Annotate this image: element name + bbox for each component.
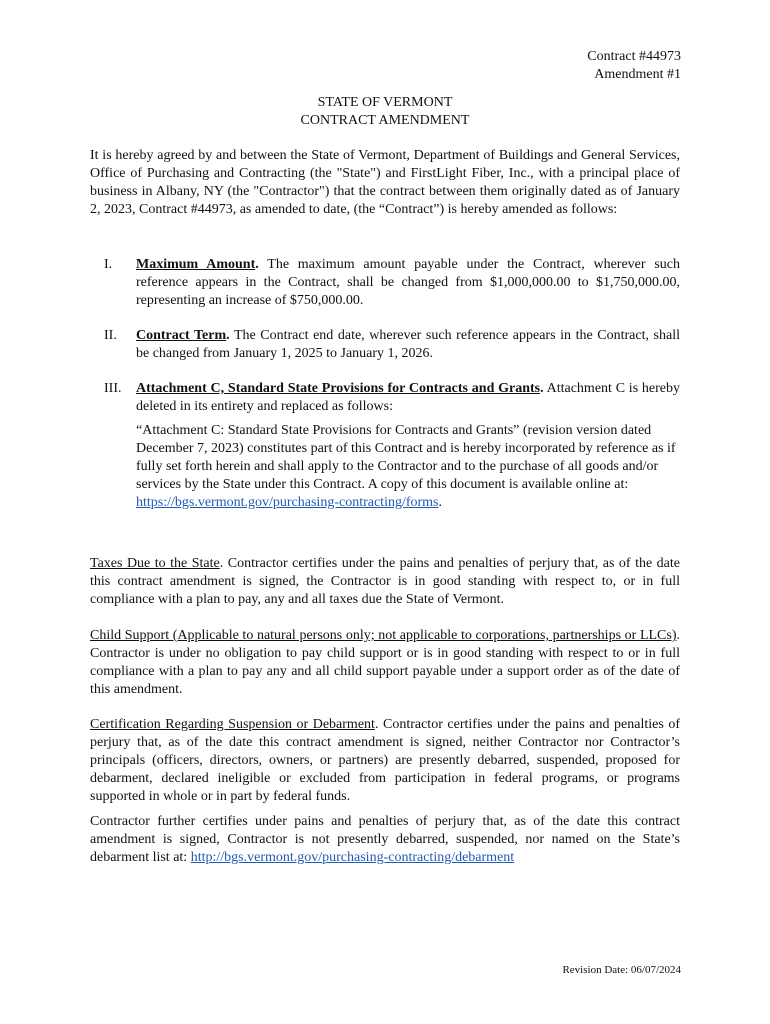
title-line-amendment: CONTRACT AMENDMENT xyxy=(300,113,470,128)
child-support-heading: Child Support (Applicable to natural persons only; not applicable to corporations, partnerships or LLCs) xyxy=(90,628,677,643)
intro-paragraph: It is hereby agreed by and between the State of Vermont, Department of Buildings and General Services, Office of Purchasing and Contracting (the "State") and FirstLight Fiber, Inc., with a principal place of business in Albany, NY (the "Contractor") that the contract between them originally dated as of January 2, 2023, Contract #44973, as amended to date, (the “Contract”) is hereby amended as follows: xyxy=(90,148,680,217)
debarment-text: . Contractor certifies under the pains and penalties of perjury that, as of the date this contract amendment is signed, neither Contractor nor Contractor’s principals (officers, directors, owners, or partners) are presently debarred, suspended, proposed for debarment, declared ineligible or excluded from participation in federal programs, or programs supported in whole or in part by federal funds. xyxy=(90,717,680,804)
debarment-heading: Certification Regarding Suspension or Debarment xyxy=(90,717,375,732)
contract-number: Contract #44973 xyxy=(587,49,681,64)
item-text: The maximum amount payable under the Contract, wherever such reference appears in the Contract, shall be changed from $1,000,000.00 to $1,750,000.00, representing an increase of $750,000.00. xyxy=(136,257,680,308)
contract-header xyxy=(587,48,681,84)
forms-link[interactable]: https://bgs.vermont.gov/purchasing-contracting/forms xyxy=(136,495,439,510)
attachment-c-quote xyxy=(136,422,680,512)
amendment-item-contract-term xyxy=(90,327,680,363)
revision-date: Revision Date: 06/07/2024 xyxy=(562,964,681,976)
item-heading-punct: . xyxy=(255,257,259,272)
item-number: I. xyxy=(104,257,113,272)
amendment-item-maximum-amount xyxy=(90,256,680,310)
item-heading: Attachment C, Standard State Provisions for Contracts and Grants xyxy=(136,381,541,396)
child-support-paragraph xyxy=(90,627,680,699)
item-heading-punct: . xyxy=(540,381,544,396)
item-number: II. xyxy=(104,328,117,343)
child-support-text: . Contractor is under no obligation to pay child support or is in good standing with respect to or in full compliance with a plan to pay any and all child support payable under a support order as of the date of this amendment. xyxy=(90,628,680,697)
item-body xyxy=(136,256,680,310)
item-text: The Contract end date, wherever such reference appears in the Contract, shall be changed from January 1, 2025 to January 1, 2026. xyxy=(136,328,680,361)
item-heading: Contract Term xyxy=(136,328,227,343)
title-line-state: STATE OF VERMONT xyxy=(317,95,453,110)
quote-end: . xyxy=(438,495,443,510)
amendment-item-attachment-c xyxy=(90,380,680,512)
document-title xyxy=(0,94,770,130)
item-heading-punct: . xyxy=(226,328,230,343)
taxes-paragraph xyxy=(90,555,680,609)
item-number: III. xyxy=(104,381,122,396)
item-text: Attachment C is hereby deleted in its entirety and replaced as follows: xyxy=(136,381,680,414)
debarment-link[interactable]: http://bgs.vermont.gov/purchasing-contracting/debarment xyxy=(190,850,515,865)
item-heading: Maximum Amount xyxy=(136,257,256,272)
debarment-paragraph xyxy=(90,716,680,806)
further-certification-paragraph xyxy=(90,813,680,867)
taxes-text: . Contractor certifies under the pains and penalties of perjury that, as of the date this contract amendment is signed, the Contractor is in good standing with respect to, or in full compliance with a plan to pay, any and all taxes due the State of Vermont. xyxy=(90,556,680,607)
item-body xyxy=(136,380,680,416)
amendment-number: Amendment #1 xyxy=(594,67,681,82)
item-body xyxy=(136,327,680,363)
quote-text: “Attachment C: Standard State Provisions for Contracts and Grants” (revision version dated December 7, 2023) constitutes part of this Contract and is hereby incorporated by reference as if fully set forth herein and shall apply to the Contractor and to the purchase of all goods and/or services by the State under this Contract. A copy of this document is available online at: xyxy=(136,423,676,492)
taxes-heading: Taxes Due to the State xyxy=(90,556,220,571)
further-text: Contractor further certifies under pains and penalties of perjury that, as of the date this contract amendment is signed, Contractor is not presently debarred, suspended, nor named on the State’s debarment list at: xyxy=(90,814,680,865)
